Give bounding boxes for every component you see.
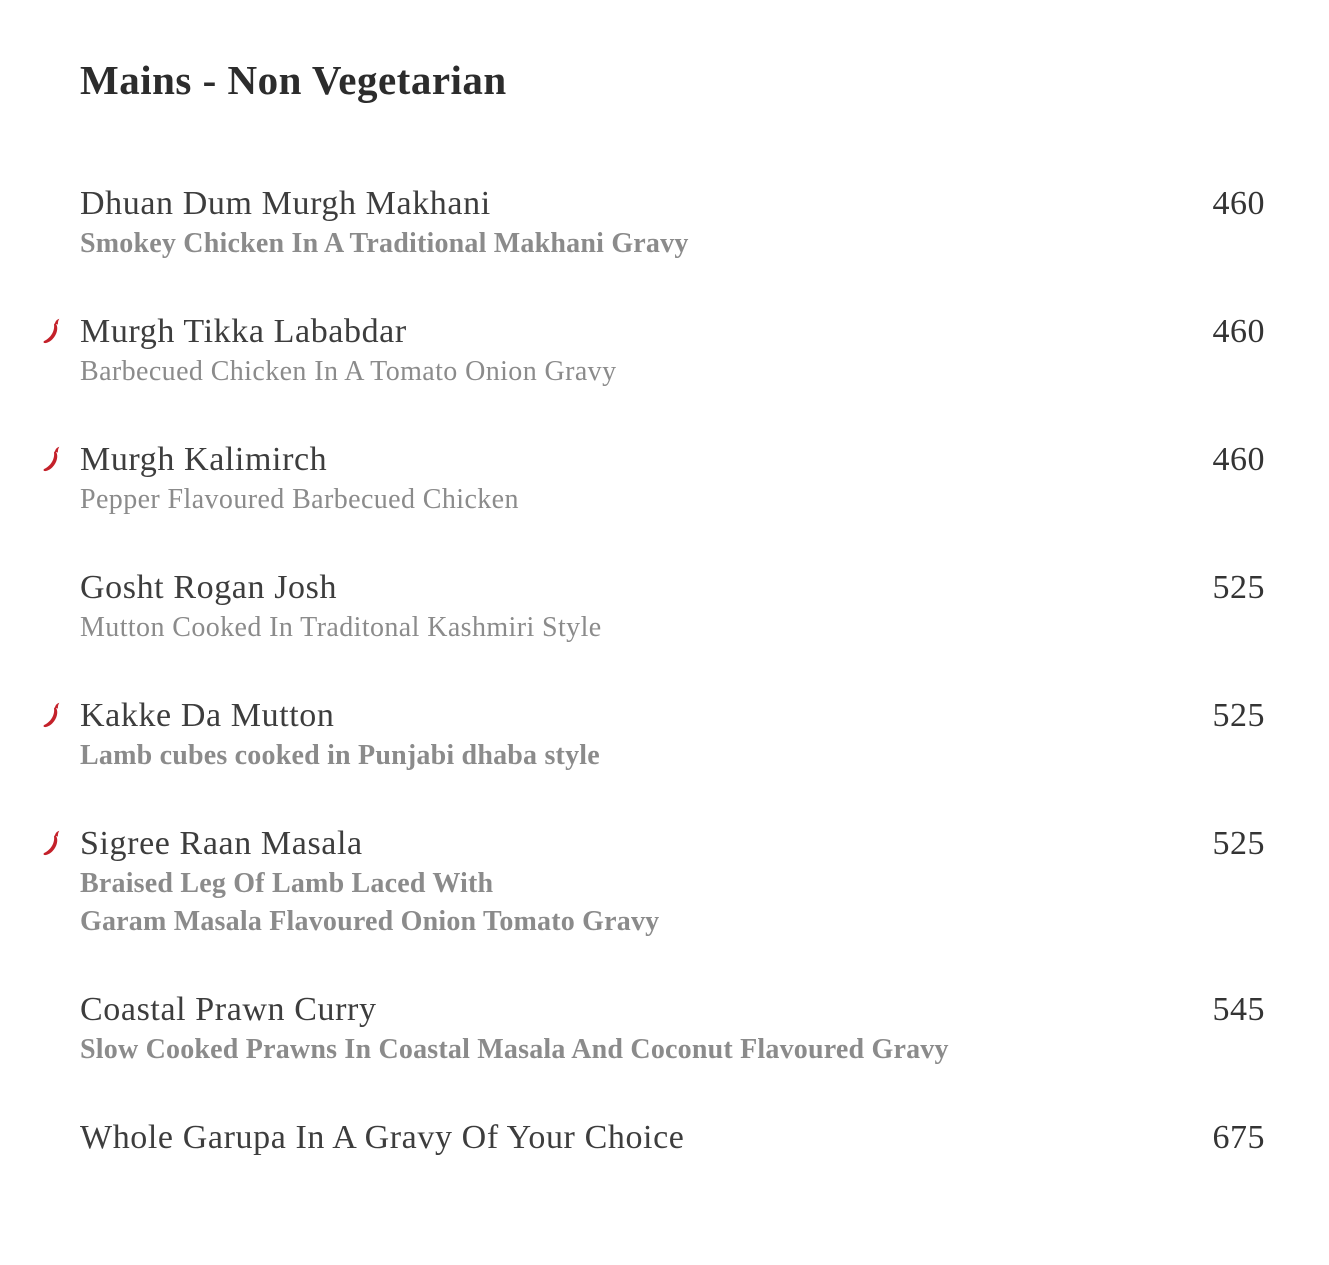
item-description: Barbecued Chicken In A Tomato Onion Gravy <box>80 356 617 388</box>
item-head <box>80 439 1265 481</box>
item-name: Gosht Rogan Josh <box>80 569 338 607</box>
item-name: Dhuan Dum Murgh Makhani <box>80 185 491 223</box>
menu-item <box>80 311 1265 391</box>
menu-item <box>80 183 1265 263</box>
item-name: Kakke Da Mutton <box>80 697 335 735</box>
item-description: Pepper Flavoured Barbecued Chicken <box>80 484 519 516</box>
menu-item <box>80 1117 1265 1159</box>
chili-icon <box>40 317 64 345</box>
item-price: 525 <box>1212 825 1265 863</box>
item-price: 675 <box>1212 1119 1265 1157</box>
menu-item <box>80 823 1265 941</box>
menu-list <box>80 183 1265 1159</box>
menu-item <box>80 439 1265 519</box>
item-price: 460 <box>1212 441 1265 479</box>
item-head <box>80 989 1265 1031</box>
menu-item <box>80 695 1265 775</box>
item-price: 545 <box>1212 991 1265 1029</box>
menu-item <box>80 567 1265 647</box>
item-description: Lamb cubes cooked in Punjabi dhaba style <box>80 740 600 772</box>
item-head <box>80 567 1265 609</box>
item-name: Murgh Tikka Lababdar <box>80 313 407 351</box>
item-head <box>80 695 1265 737</box>
item-description: Braised Leg Of Lamb Laced With <box>80 868 494 900</box>
item-head <box>80 183 1265 225</box>
item-name: Murgh Kalimirch <box>80 441 328 479</box>
item-name: Whole Garupa In A Gravy Of Your Choice <box>80 1119 685 1157</box>
item-head <box>80 1117 1265 1159</box>
item-price: 460 <box>1212 313 1265 351</box>
item-description: Garam Masala Flavoured Onion Tomato Gravy <box>80 906 660 938</box>
item-description: Mutton Cooked In Traditonal Kashmiri Style <box>80 612 602 644</box>
chili-icon <box>40 445 64 473</box>
item-price: 525 <box>1212 569 1265 607</box>
item-price: 525 <box>1212 697 1265 735</box>
item-description: Smokey Chicken In A Traditional Makhani Gravy <box>80 228 689 260</box>
menu-item <box>80 989 1265 1069</box>
section-title: Mains - Non Vegetarian <box>80 57 507 103</box>
item-name: Sigree Raan Masala <box>80 825 363 863</box>
item-head <box>80 311 1265 353</box>
chili-icon <box>40 829 64 857</box>
item-name: Coastal Prawn Curry <box>80 991 377 1029</box>
item-description: Slow Cooked Prawns In Coastal Masala And Coconut Flavoured Gravy <box>80 1034 949 1066</box>
item-price: 460 <box>1212 185 1265 223</box>
chili-icon <box>40 701 64 729</box>
item-head <box>80 823 1265 865</box>
